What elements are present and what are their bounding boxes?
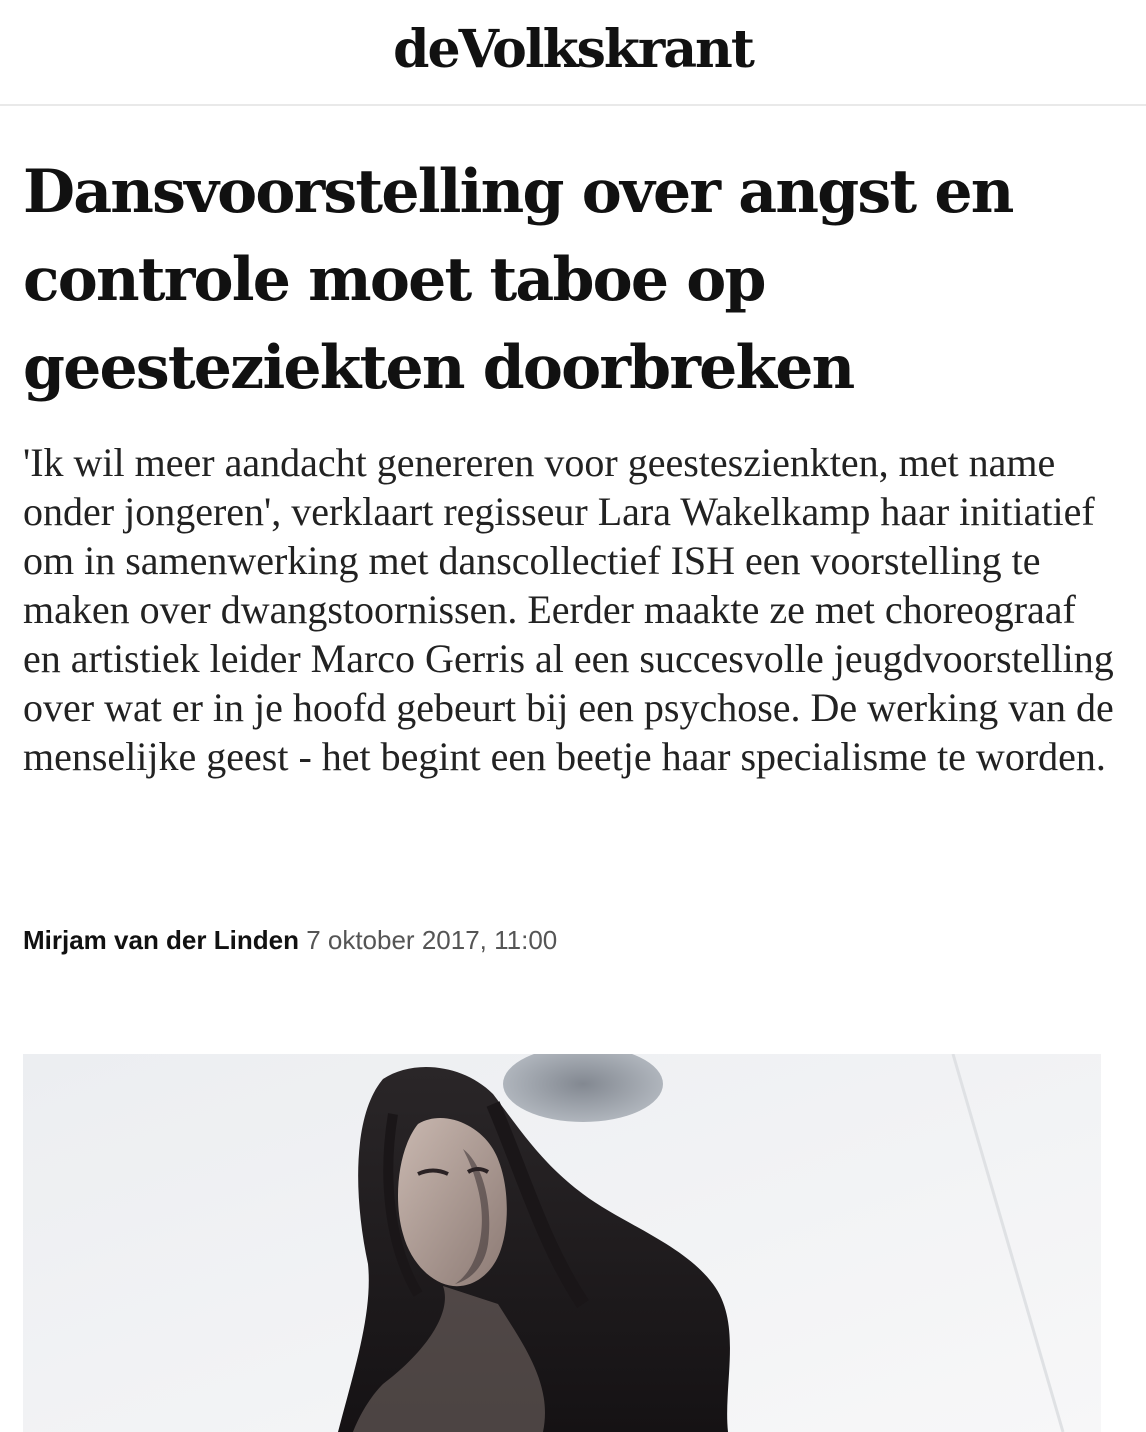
article-lede: 'Ik wil meer aandacht genereren voor geesteszienkten, met name onder jongeren', verklaart regisseur Lara Wakelkamp haar initiatief om in samenwerking met danscollectief ISH een voorstelling te maken over dwangstoornissen. Eerder maakte ze met choreograaf en artistiek leider Marco Gerris al een succesvolle jeugdvoorstelling over wat er in je hoofd gebeurt bij een psychose. De werking van de menselijke geest - het begint een beetje haar specialisme te worden. <box>23 440 1114 779</box>
publish-date: 7 oktober 2017, 11:00 <box>306 925 558 955</box>
headline-container <box>23 148 1123 412</box>
article-headline: Dansvoorstelling over angst en controle moet taboe op geesteziekten doorbreken <box>23 157 1013 403</box>
article-photo[interactable] <box>23 1054 1101 1432</box>
author-name[interactable]: Mirjam van der Linden <box>23 925 299 955</box>
byline <box>23 925 557 956</box>
masthead <box>0 0 1146 106</box>
photo-illustration <box>23 1054 1101 1432</box>
volkskrant-logo[interactable]: deVolkskrant <box>393 18 753 80</box>
